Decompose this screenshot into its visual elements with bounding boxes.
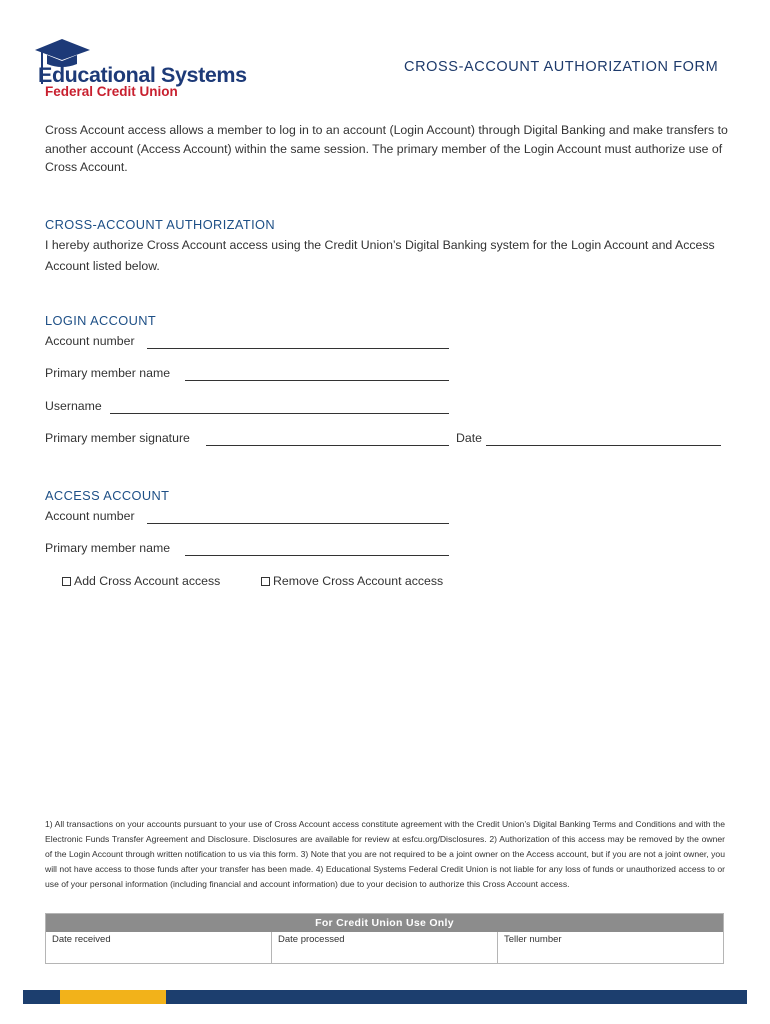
remove-access-label: Remove Cross Account access	[273, 574, 444, 588]
login-primary-name-field[interactable]	[185, 380, 449, 381]
date-processed-cell: Date processed	[272, 932, 498, 963]
authorization-text: I hereby authorize Cross Account access using the Credit Union’s Digital Banking system for the Login Account and Access Account listed below.	[45, 238, 715, 273]
date-field[interactable]	[486, 445, 721, 446]
logo-name: Educational Systems	[38, 63, 247, 87]
teller-number-cell: Teller number	[504, 934, 562, 945]
logo-subtitle: Federal Credit Union	[45, 84, 178, 99]
login-account-number-field[interactable]	[147, 348, 449, 349]
footer-bar-gold	[60, 990, 166, 1004]
credit-union-logo	[34, 38, 247, 100]
access-account-number-label: Account number	[45, 509, 135, 523]
add-access-checkbox[interactable]	[62, 577, 71, 586]
signature-field[interactable]	[206, 445, 449, 446]
intro-paragraph: Cross Account access allows a member to log in to an account (Login Account) through Digital Banking and make transfers to another account (Access Account) within the same session. The primary member of the Login Account must authorize use of Cross Account.	[45, 123, 728, 174]
add-access-label: Add Cross Account access	[74, 574, 221, 588]
add-access-option[interactable]	[62, 574, 220, 588]
signature-label: Primary member signature	[45, 431, 190, 445]
office-use-table	[45, 913, 724, 964]
login-account-number-label: Account number	[45, 334, 135, 348]
remove-access-option[interactable]	[261, 574, 443, 588]
date-label: Date	[456, 431, 482, 445]
office-use-heading: For Credit Union Use Only	[46, 914, 723, 932]
login-primary-name-label: Primary member name	[45, 366, 171, 380]
footnotes: 1) All transactions on your accounts pursuant to your use of Cross Account access constitute agreement with the Credit Union’s Digital Banking Terms and Conditions and with the Electronic Funds Transfer Agreement and Disclosure. Disclosures are available for review at esfcu.org/Disclosures. 2) Authorization of this access may be removed by the owner of the Login Account through written notification to us via this form. 3) Note that you are not required to be a joint owner on the Access account, but if you are not a joint owner, you will not have access to those funds after your transfer has been made. 4) Educational Systems Federal Credit Union is not liable for any loss of funds or unauthorized access to or use of your personal information (including financial and account information) due to your decision to authorize this Cross Account access.	[45, 819, 725, 889]
access-primary-name-label: Primary member name	[45, 541, 171, 555]
date-received-cell: Date received	[46, 932, 272, 963]
access-account-heading: ACCESS ACCOUNT	[45, 488, 170, 503]
remove-access-checkbox[interactable]	[261, 577, 270, 586]
username-field[interactable]	[110, 413, 449, 414]
form-title: CROSS-ACCOUNT AUTHORIZATION FORM	[404, 59, 719, 75]
login-account-heading: LOGIN ACCOUNT	[45, 313, 157, 328]
username-label: Username	[45, 399, 102, 413]
access-account-number-field[interactable]	[147, 523, 449, 524]
access-primary-name-field[interactable]	[185, 555, 449, 556]
authorization-heading: CROSS-ACCOUNT AUTHORIZATION	[45, 217, 276, 232]
